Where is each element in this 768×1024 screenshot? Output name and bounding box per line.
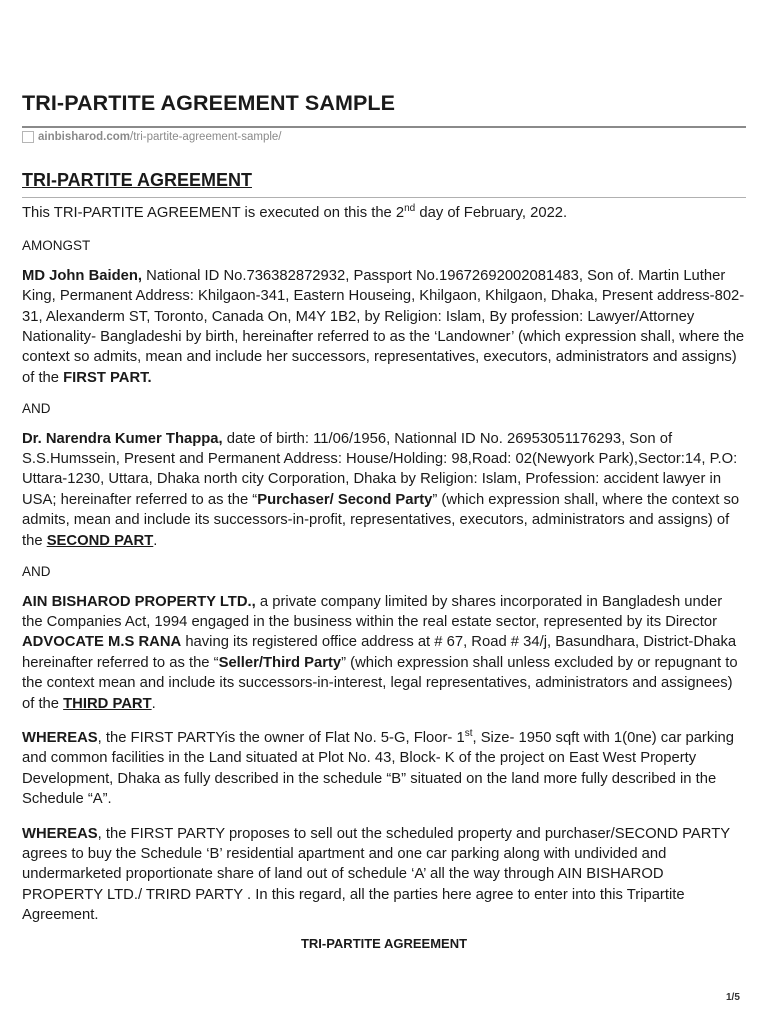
- page-number: 1/5: [726, 992, 740, 1003]
- source-path: /tri-partite-agreement-sample/: [130, 131, 282, 143]
- source-link[interactable]: [22, 131, 282, 143]
- second-party-paragraph: Dr. Narendra Kumer Thappa, date of birth: 11/06/1956, Nationnal ID No. 26953051176293, Son of S.S.Humssein, Present and Permanent Address: House/Holding: 98,Road: 02(Newyork Park),Sector:14, P.O: Uttara-1230, Uttara, Dhaka north city Corporation, Dhaka by Religion: Islam, Profession: accident lawyer in USA; hereinafter referred to as the “Purchaser/ Second Party” (which expression shall, where the context so admits, mean and include its successors-in-profit, representatives, executors, administrators and assigns) of the SECOND PART.: [22, 430, 740, 549]
- agreement-body: [22, 203, 746, 954]
- first-party-paragraph: MD John Baiden, National ID No.736382872932, Passport No.19672692002081483, Son of. Martin Luther King, Permanent Address: Khilgaon-341, Eastern Houseing, Khilgaon, Khilgaon, Dhaka, Present address-802-31, Alexanderm ST, Toronto, Canada On, M4Y 1B2, by Religion: Islam, By profession: Lawyer/Attorney Nationality- Bangladeshi by birth, hereinafter referred to as the ‘Landowner’ (which expression shall, where the context so admits, mean and include her successors, representatives, executors, administrators and assigns) of the FIRST PART.: [22, 267, 745, 386]
- first-party-name: MD John Baiden,: [22, 267, 143, 284]
- second-party-name: Dr. Narendra Kumer Thappa,: [22, 430, 223, 447]
- and-label-1: AND: [22, 401, 51, 417]
- first-part-label: FIRST PART.: [63, 369, 152, 386]
- second-part-label: SECOND PART: [46, 532, 154, 549]
- closing-heading: TRI-PARTITE AGREEMENT: [300, 935, 468, 951]
- section-divider: [22, 197, 746, 198]
- whereas-paragraph-2: WHEREAS, the FIRST PARTY proposes to sell out the scheduled property and purchaser/SECOND PARTY agrees to buy the Schedule ‘B’ residential apartment and one car parking along with undivided and undermarketed proportionate share of land out of schedule ‘A’ all the way through AIN BISHAROD PROPERTY LTD./ TRIRD PARTY . In this regard, all the parties here agree to enter into this Tripartite Agreement.: [22, 825, 730, 924]
- second-party-role: Purchaser/ Second Party: [257, 491, 433, 508]
- and-label-2: AND: [22, 564, 51, 580]
- amongst-label: AMONGST: [22, 238, 91, 254]
- link-checkbox-icon: [22, 131, 34, 143]
- director-name: ADVOCATE M.S RANA: [22, 634, 182, 651]
- title-divider: [22, 126, 746, 128]
- section-heading: TRI-PARTITE AGREEMENT: [22, 170, 252, 190]
- third-party-role: Seller/Third Party: [218, 654, 342, 671]
- third-part-label: THIRD PART: [63, 695, 152, 712]
- source-domain: ainbisharod.com: [38, 131, 131, 143]
- third-party-paragraph: AIN BISHAROD PROPERTY LTD., a private company limited by shares incorporated in Bangladesh under the Companies Act, 1994 engaged in the business within the real estate sector, represented by its Director ADVOCATE M.S RANA having its registered office address at # 67, Road # 34/j, Basundhara, District-Dhaka hereinafter referred to as the “Seller/Third Party” (which expression shall unless excluded by or repugnant to the context mean and include its successors-in-interest, legal representatives, administrators and assignees) of the THIRD PART.: [22, 593, 738, 712]
- intro-paragraph: This TRI-PARTITE AGREEMENT is executed on this the 2nd day of February, 2022.: [22, 203, 568, 221]
- whereas-paragraph-1: WHEREAS, the FIRST PARTYis the owner of Flat No. 5-G, Floor- 1st, Size- 1950 sqft with 1(0ne) car parking and common facilities in the Land situated at Plot No. 43, Block- K of the project on East West Property Development, Dhaka as fully described in the schedule “B” situated on the land more fully described in the Schedule “A”.: [22, 728, 735, 808]
- document-title: TRI-PARTITE AGREEMENT SAMPLE: [22, 91, 396, 115]
- third-party-name: AIN BISHAROD PROPERTY LTD.,: [22, 593, 256, 610]
